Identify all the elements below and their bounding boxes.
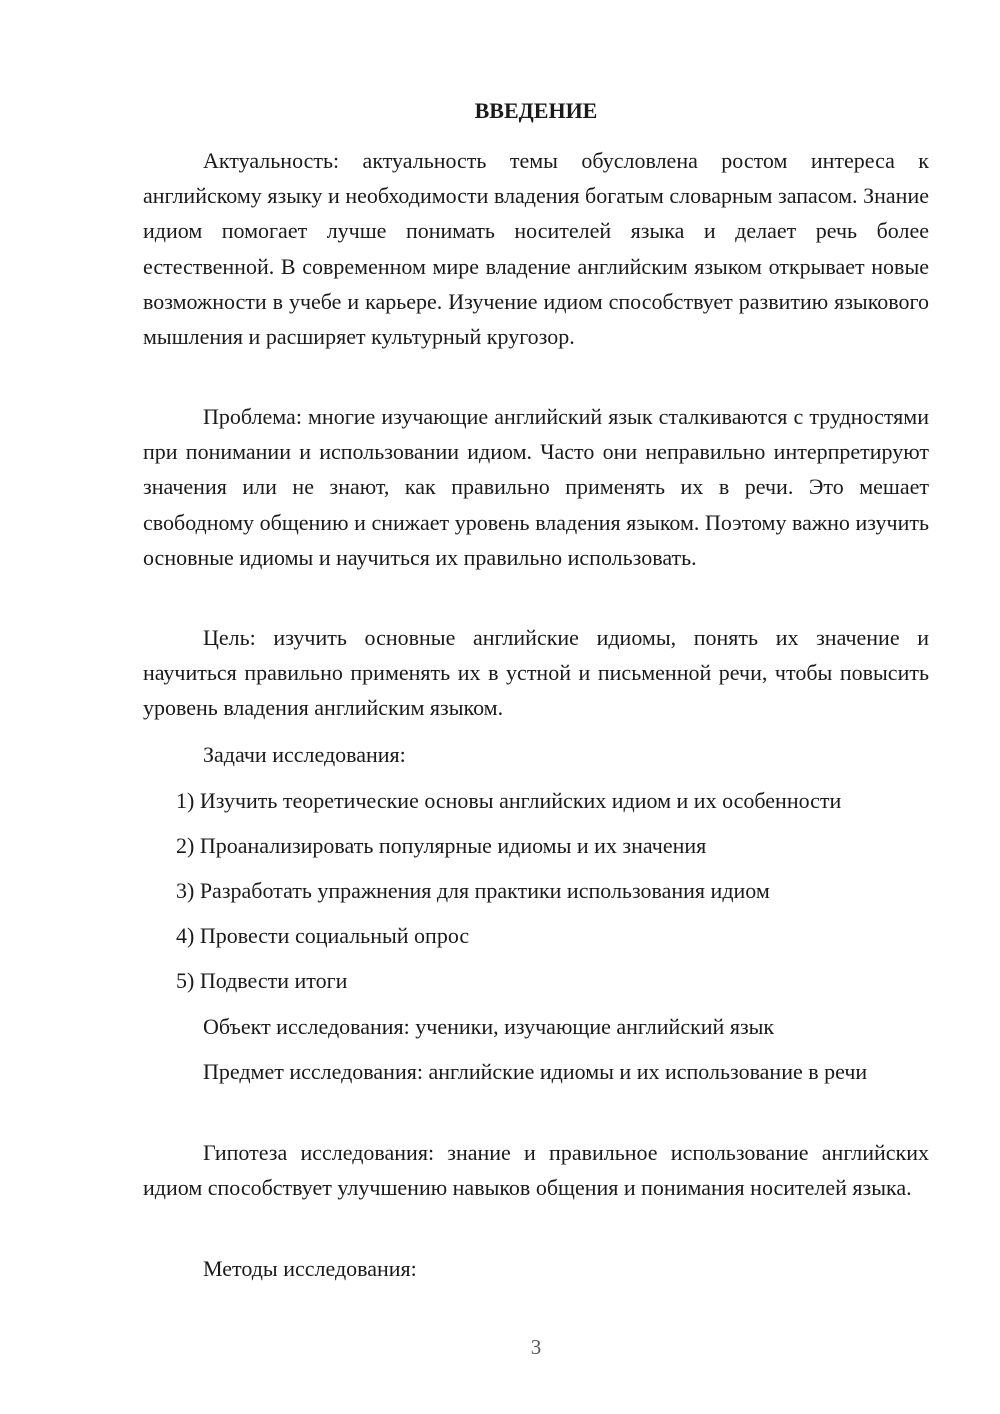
methods-heading: Методы исследования: (203, 1256, 417, 1281)
list-item: 1) Изучить теоретические основы английских идиом и их особенности (176, 788, 842, 813)
problem-paragraph: Проблема: многие изучающие английский язык сталкиваются с трудностями при понимании и использовании идиом. Часто они неправильно интерпретируют значения или не знают, как правильно применять их в речи. Это мешает свободному общению и снижает уровень владения языком. Поэтому важно изучить основные идиомы и научиться их правильно использовать. (143, 404, 929, 570)
object-line: Объект исследования: ученики, изучающие английский язык (203, 1014, 775, 1039)
tasks-heading: Задачи исследования: (203, 742, 406, 767)
page-number: 3 (530, 1335, 542, 1359)
subject-paragraph: Предмет исследования: английские идиомы и их использование в речи (203, 1059, 868, 1084)
list-item: 3) Разработать упражнения для практики использования идиом (176, 878, 770, 903)
list-item: 5) Подвести итоги (176, 968, 348, 993)
section-heading: ВВЕДЕНИЕ (474, 98, 598, 123)
list-item: 4) Провести социальный опрос (176, 923, 470, 948)
relevance-paragraph: Актуальность: актуальность темы обусловлена ростом интереса к английскому языку и необходимости владения богатым словарным запасом. Знание идиом помогает лучше понимать носителей языка и делает речь более естественной. В современном мире владение английским языком открывает новые возможности в учебе и карьере. Изучение идиом способствует развитию языкового мышления и расширяет культурный кругозор. (143, 148, 929, 350)
hypothesis-paragraph: Гипотеза исследования: знание и правильное использование английских идиом способствует улучшению навыков общения и понимания носителей языка. (143, 1140, 929, 1201)
goal-paragraph: Цель: изучить основные английские идиомы, понять их значение и научиться правильно применять их в устной и письменной речи, чтобы повысить уровень владения английским языком. (143, 625, 929, 721)
list-item: 2) Проанализировать популярные идиомы и их значения (176, 833, 707, 858)
